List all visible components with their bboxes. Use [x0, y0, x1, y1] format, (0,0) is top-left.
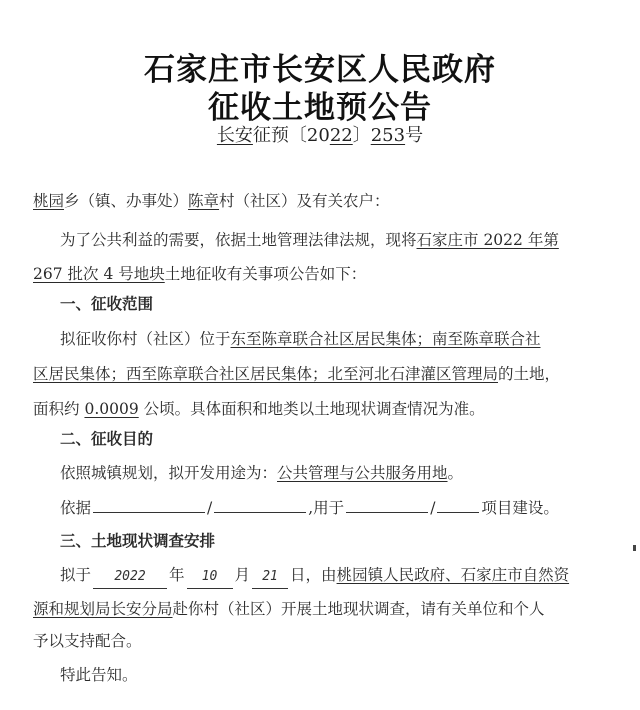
- section2-project-label: 项目建设。: [481, 499, 559, 517]
- document-title-line2: 征收土地预公告: [208, 90, 432, 126]
- section2-line-1: [60, 462, 640, 484]
- document-number: [0, 121, 640, 147]
- section2-line-2: [60, 496, 640, 519]
- intro-line-2: [33, 263, 613, 285]
- doc-number-num: 253: [370, 125, 406, 146]
- survey-day: 21: [252, 566, 288, 589]
- section1-text-1: 拟征收你村（社区）位于: [60, 330, 231, 348]
- section2-slash-2: /: [430, 499, 436, 517]
- intro-plot-b: 267 批次 4 号地块: [33, 265, 165, 283]
- section1-boundary-a: 东至陈章联合社区居民集体；南至陈章联合社: [230, 330, 541, 348]
- section1-text-4: 公顷。具体面积和地类以土地现状调查情况为准。: [143, 400, 485, 418]
- section3-heading: 三、土地现状调查安排: [60, 532, 216, 550]
- section1-line-2: [33, 363, 613, 385]
- project-blank-2: [437, 496, 479, 513]
- scan-edge-mark: [633, 545, 636, 551]
- intro-line-1: [60, 229, 640, 251]
- section3-year-label: 年: [169, 566, 185, 584]
- section3-day-label: 日，由: [290, 566, 337, 584]
- section2-heading: 二、征收目的: [60, 430, 154, 448]
- survey-year: 2022: [93, 566, 167, 589]
- survey-month: 10: [187, 566, 233, 589]
- section2-purpose: 公共管理与公共服务用地: [277, 464, 448, 482]
- addressee-text-1: 乡（镇、办事处）: [64, 192, 189, 210]
- section1-text-2: 的土地，: [498, 365, 561, 383]
- section1-line-3: [33, 398, 613, 420]
- addressee-line: [33, 190, 613, 212]
- doc-number-year-suffix: 22: [329, 125, 353, 146]
- addressee-township: 桃园: [33, 192, 65, 210]
- doc-number-mid: 征预〔20: [252, 125, 330, 146]
- section1-area: 0.0009: [84, 400, 139, 418]
- section3-line-3: 予以支持配合。: [33, 632, 142, 650]
- section2-basis-label: 依据: [60, 499, 92, 517]
- section2-text-2: 。: [447, 464, 464, 482]
- section3-text-1: 拟于: [60, 566, 92, 584]
- section2-text-1: 依照城镇规划，拟开发用途为：: [60, 464, 278, 482]
- doc-number-suffix: 号: [405, 125, 424, 146]
- section3-month-label: 月: [234, 566, 251, 584]
- section1-boundary-b: 区居民集体；西至陈章联合社区居民集体；北至河北石津灌区管理局: [33, 365, 499, 383]
- section2-slash-1: /: [207, 499, 213, 517]
- section3-text-2: 赴你村（社区）开展土地现状调查，请有关单位和个人: [172, 600, 545, 618]
- section3-agencies-b: 源和规划局长安分局: [33, 600, 173, 618]
- doc-number-close: 〕: [352, 125, 371, 146]
- intro-text-1: 为了公共利益的需要，依据土地管理法律法规，现将: [60, 231, 417, 249]
- document-title-line1: 石家庄市长安区人民政府: [144, 52, 496, 88]
- section1-heading: 一、征收范围: [60, 295, 154, 313]
- doc-number-org: 长安: [216, 125, 253, 146]
- closing-text: 特此告知。: [60, 666, 138, 684]
- addressee-text-2: 村（社区）及有关农户：: [219, 192, 390, 210]
- section1-text-3: 面积约: [33, 400, 80, 418]
- basis-blank-1: [93, 496, 205, 513]
- section3-line-2: [33, 598, 613, 620]
- section3-agencies-a: 桃园镇人民政府、石家庄市自然资: [336, 566, 570, 584]
- basis-blank-2: [214, 496, 306, 513]
- section3-line-1: [60, 564, 640, 589]
- section1-line-1: [60, 328, 640, 350]
- intro-plot-a: 石家庄市 2022 年第: [416, 231, 559, 249]
- project-blank-1: [346, 496, 428, 513]
- intro-text-2: 土地征收有关事项公告如下：: [164, 265, 367, 283]
- section2-for-label: ,用于: [308, 499, 345, 517]
- addressee-village: 陈章: [188, 192, 220, 210]
